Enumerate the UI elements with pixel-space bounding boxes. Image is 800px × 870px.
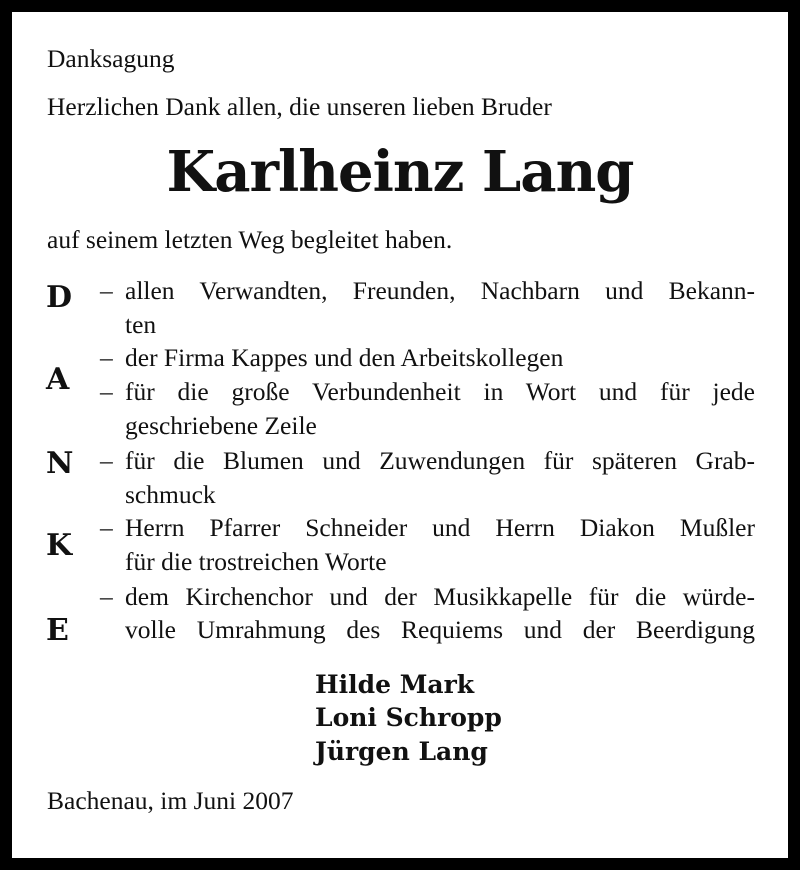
dash: – [100, 513, 113, 542]
dash: – [100, 343, 113, 372]
dash: – [100, 276, 113, 305]
heading: Danksagung [47, 44, 175, 73]
thanks-line: ten [125, 310, 157, 339]
acrostic-letter-k: K [46, 528, 73, 563]
thanks-line: für die große Verbundenheit in Wort und für jede [125, 377, 755, 406]
after-name-text: auf seinem letzten Weg begleitet haben. [47, 225, 453, 254]
acrostic-letter-e: E [46, 613, 69, 648]
signature-name: Hilde Mark [315, 670, 475, 699]
dash: – [100, 582, 113, 611]
thanks-line: Herrn Pfarrer Schneider und Herrn Diakon Mußler [125, 513, 755, 542]
deceased-name: Karlheinz Lang [166, 139, 634, 205]
thanks-line: der Firma Kappes und den Arbeitskollegen [125, 343, 564, 372]
thanks-line: schmuck [125, 480, 216, 509]
thanks-line: für die Blumen und Zuwendungen für späteren Grab- [125, 446, 755, 475]
place-date: Bachenau, im Juni 2007 [47, 786, 294, 815]
thanks-line: volle Umrahmung des Requiems und der Beerdigung [125, 615, 755, 644]
intro-text: Herzlichen Dank allen, die unseren lieben Bruder [47, 92, 552, 121]
thanks-line: geschriebene Zeile [125, 411, 317, 440]
acrostic-letter-n: N [46, 446, 74, 481]
thanks-line: dem Kirchenchor und der Musikkapelle für die würde- [125, 582, 755, 611]
signature-name: Jürgen Lang [315, 737, 488, 766]
thanks-line: für die trostreichen Worte [125, 547, 387, 576]
acrostic-letter-a: A [46, 362, 70, 397]
signature-name: Loni Schropp [315, 703, 502, 732]
thanks-line: allen Verwandten, Freunden, Nachbarn und Bekann- [125, 276, 755, 305]
dash: – [100, 377, 113, 406]
dash: – [100, 446, 113, 475]
acrostic-letter-d: D [46, 280, 73, 315]
